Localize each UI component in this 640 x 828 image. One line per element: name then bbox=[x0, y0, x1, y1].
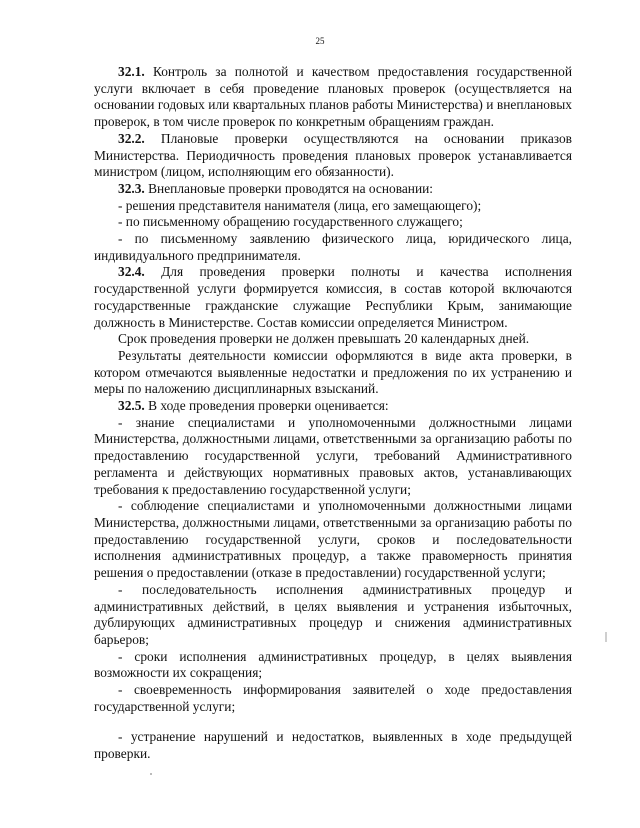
paragraph-text: Для проведения проверки полноты и качества исполнения государственной услуги формируется комиссия, в состав которой включаются государственные гражданские служащие Республики Крым, занимающие должность в Министерстве. Состав комиссии определяется Министром. bbox=[94, 264, 572, 330]
clause-number: 32.5. bbox=[118, 398, 145, 414]
paragraph-text: Срок проведения проверки не должен превышать 20 календарных дней. bbox=[118, 331, 530, 347]
clause-number: 32.3. bbox=[118, 180, 145, 196]
list-item bbox=[94, 214, 572, 231]
document-body bbox=[94, 64, 572, 763]
list-item bbox=[94, 415, 572, 499]
paragraph-text: - по письменному обращению государственного служащего; bbox=[118, 214, 463, 230]
list-item bbox=[94, 498, 572, 582]
paragraph-text: - устранение нарушений и недостатков, выявленных в ходе предыдущей проверки. bbox=[94, 729, 572, 762]
scan-dot bbox=[150, 773, 152, 775]
list-item bbox=[94, 198, 572, 215]
paragraph-text: Внеплановые проверки проводятся на основании: bbox=[144, 180, 434, 196]
paragraph bbox=[94, 331, 572, 348]
paragraph-text: - знание специалистами и уполномоченными должностными лицами Министерства, должностными лицами, ответственными за организацию работы по предоставлению государственной услуги, требований Административного регламента и действующих нормативных правовых актов, устанавливающих требования к предоставлению государственной услуги; bbox=[94, 414, 572, 497]
list-item bbox=[94, 231, 572, 264]
paragraph-32-5 bbox=[94, 398, 572, 415]
list-item bbox=[94, 729, 572, 762]
paragraph-text: - последовательность исполнения административных процедур и административных действий, в целях выявления и устранения избыточных, дублирующих административных процедур и снижения административных барьеров; bbox=[94, 581, 572, 647]
paragraph-text: - соблюдение специалистами и уполномоченными должностными лицами Министерства, должностными лицами, ответственными за организацию работы по предоставлению государственной услуги, сроков и последовательности исполнения административных процедур, а также правомерность принятия решения о предоставлении (отказе в предоставлении) государственной услуги; bbox=[94, 498, 572, 581]
paragraph-32-1 bbox=[94, 64, 572, 131]
list-item bbox=[94, 649, 572, 682]
paragraph-text: Контроль за полнотой и качеством предоставления государственной услуги включает в себя проведение плановых проверок (осуществляется на основании годовых или квартальных планов работы Министерства) и внеплановых проверок, в том числе проверок по конкретным обращениям граждан. bbox=[94, 64, 572, 130]
paragraph-text: Плановые проверки осуществляются на основании приказов Министерства. Периодичность проведения плановых проверок устанавливается министром (лицом, исполняющим его обязанности). bbox=[94, 130, 572, 180]
paragraph-text: - своевременность информирования заявителей о ходе предоставления государственной услуги; bbox=[94, 682, 572, 714]
paragraph-32-4 bbox=[94, 264, 572, 331]
paragraph-32-2 bbox=[94, 131, 572, 181]
scan-mark bbox=[605, 632, 607, 642]
clause-number: 32.4. bbox=[118, 264, 145, 280]
list-item bbox=[94, 582, 572, 649]
paragraph-text: В ходе проведения проверки оценивается: bbox=[144, 398, 389, 414]
page-number: 25 bbox=[315, 36, 325, 46]
paragraph-text: - решения представителя нанимателя (лица, его замещающего); bbox=[118, 197, 482, 213]
list-item bbox=[94, 682, 572, 715]
paragraph-32-3 bbox=[94, 181, 572, 198]
paragraph-text: - сроки исполнения административных процедур, в целях выявления возможности их сокращения; bbox=[94, 648, 572, 681]
paragraph-text: - по письменному заявлению физического лица, юридического лица, индивидуального предпринимателя. bbox=[94, 231, 572, 263]
paragraph bbox=[94, 348, 572, 398]
paragraph-text: Результаты деятельности комиссии оформляются в виде акта проверки, в котором отмечаются выявленные недостатки и предложения по их устранению и меры по наложению дисциплинарных взысканий. bbox=[94, 347, 572, 397]
clause-number: 32.1. bbox=[118, 64, 145, 79]
clause-number: 32.2. bbox=[118, 130, 145, 146]
